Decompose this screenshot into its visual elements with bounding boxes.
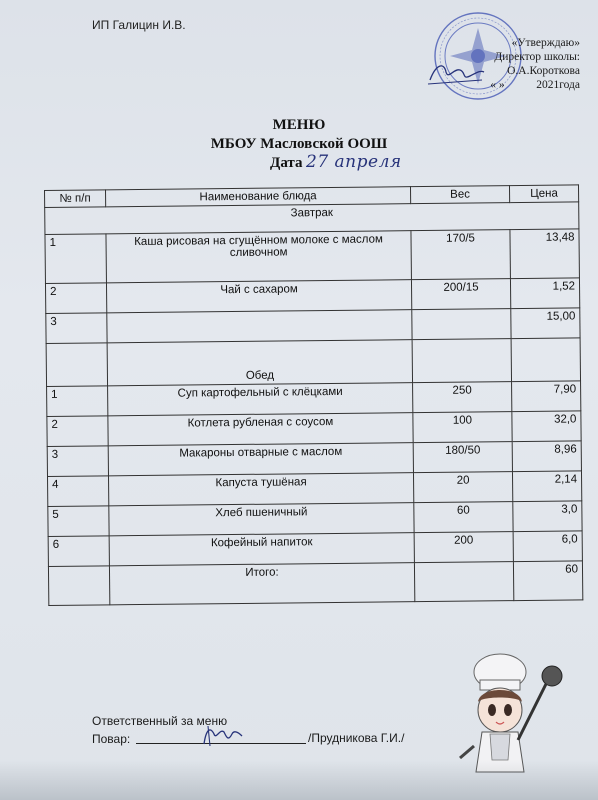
date-value: 27 апреля — [306, 152, 402, 172]
approve-line-3: О.А.Коротковa — [507, 65, 580, 77]
cell-name: Каша рисовая на сгущённом молоке с маслом сливочном — [106, 231, 411, 283]
cell-num: 5 — [48, 506, 109, 537]
cell-price: 7,90 — [512, 381, 581, 412]
cook-label: Повар: — [92, 732, 131, 746]
cell-name: Суп картофельный с клёцками — [108, 383, 413, 416]
menu-table — [44, 184, 583, 606]
approve-line-1: «Утверждаю» — [511, 37, 580, 49]
header-weight: Вес — [410, 186, 509, 204]
header-num: № п/п — [45, 190, 106, 208]
lunch-label: Обед — [107, 340, 412, 386]
cell-name: Кофейный напиток — [109, 533, 414, 566]
menu-title: МЕНЮ — [272, 117, 326, 133]
total-value: 60 — [513, 561, 582, 601]
cell-price: 8,96 — [512, 441, 581, 472]
cell-weight: 250 — [413, 382, 512, 413]
page-shadow — [0, 760, 598, 800]
header-name: Наименование блюда — [106, 187, 411, 207]
cell-price: 1,52 — [510, 278, 579, 309]
responsible-label: Ответственный за меню — [92, 714, 228, 728]
total-row — [48, 561, 582, 606]
org-name: ИП Галицин И.В. — [92, 18, 186, 32]
approve-year: 2021года — [536, 79, 580, 91]
approve-day: « » — [490, 79, 505, 91]
cell-weight — [412, 309, 511, 340]
cell-weight: 180/50 — [413, 442, 512, 473]
cell-num: 2 — [45, 283, 106, 314]
cell-num: 6 — [48, 536, 109, 567]
cell-empty — [46, 343, 107, 387]
approve-line-2: Директор школы: — [494, 51, 580, 63]
cook-signature — [198, 720, 248, 750]
cell-empty — [48, 566, 109, 606]
cell-num: 4 — [48, 476, 109, 507]
cell-weight: 100 — [413, 412, 512, 443]
director-signature — [426, 58, 486, 88]
cell-name — [107, 310, 412, 343]
cell-name: Хлеб пшеничный — [109, 503, 414, 536]
cell-name: Чай с сахаром — [106, 280, 411, 313]
cell-name: Макароны отварные с маслом — [108, 443, 413, 476]
cell-empty — [511, 338, 580, 382]
cook-name: /Прудникова Г.И./ — [308, 731, 405, 745]
cell-empty — [414, 562, 513, 602]
cell-name: Капуста тушёная — [108, 473, 413, 506]
cell-empty — [412, 339, 511, 383]
cell-weight: 60 — [414, 502, 513, 533]
school-name: МБОУ Масловской ООШ — [210, 136, 388, 152]
cell-price: 15,00 — [511, 308, 580, 339]
cell-weight: 20 — [413, 472, 512, 503]
cell-weight: 200 — [414, 532, 513, 563]
cell-num: 3 — [46, 313, 107, 344]
table-row — [45, 229, 579, 284]
cell-num: 1 — [45, 234, 107, 284]
header-price: Цена — [509, 185, 578, 203]
cell-name: Котлета рубленая с соусом — [108, 413, 413, 446]
cell-price: 6,0 — [513, 531, 582, 562]
cell-weight: 170/5 — [411, 230, 511, 280]
cell-weight: 200/15 — [411, 279, 510, 310]
cell-num: 3 — [47, 446, 108, 477]
cell-price: 3,0 — [513, 501, 582, 532]
breakfast-label: Завтрак — [45, 202, 579, 235]
total-label: Итого: — [109, 563, 414, 605]
date-label: Дата — [270, 155, 303, 171]
cell-num: 2 — [47, 416, 108, 447]
cell-num: 1 — [47, 386, 108, 417]
cell-price: 32,0 — [512, 411, 581, 442]
cell-price: 13,48 — [510, 229, 580, 279]
cell-price: 2,14 — [512, 471, 581, 502]
section-lunch-row — [46, 338, 580, 387]
